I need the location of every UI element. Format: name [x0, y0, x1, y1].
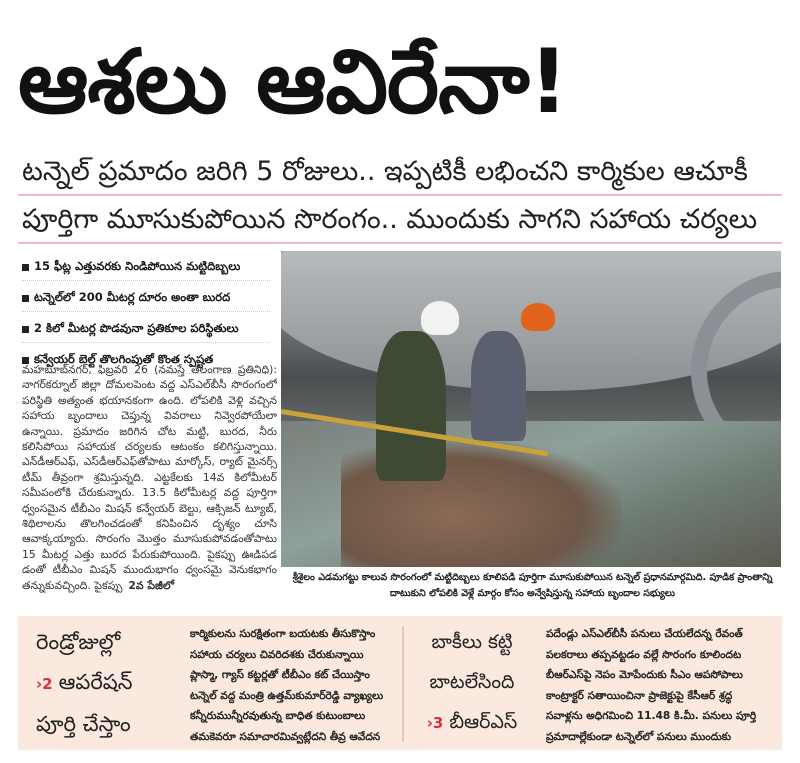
- article-text: మహబూబ్‌నగర్, ఫిబ్రవరి 26 (నమస్తే తెలంగాణ ప్రతినిధి): నాగర్‌కర్నూల్ జిల్లా దోమలపెంట వద్ద ఎస్‌ఎల్‌బీసీ సొరంగంలో పరిస్థితి అత్యంత భయానకంగా ఉంది. లోపలికి వెళ్లి వచ్చిన సహాయ బృందాలు చెప్తున్న వివరాలు నివ్వెరపోయేలా ఉన్నాయి. ప్రమాదం జరిగిన చోట మట్టి, బురద, నీరు కలిసిపోయి సహాయక చర్యలకు ఆటంకం కలిగిస్తున్నాయి. ఎన్‌డీఆర్‌ఎఫ్, ఎస్‌డీఆర్‌ఎఫ్‌తోపాటు మార్కోస్, ర్యాట్ మైనర్స్ టీమ్ తీవ్రంగా శ్రమిస్తున్నది. ఎట్టకేలకు 14వ కిలోమీటర్ సమీపంలోకి చేరుకున్నారు. 13.5 కిలోమీటర్ల వద్ద పూర్తిగా ధ్వంసమైన టీబీఎం మిషన్ కన్వేయర్ బెల్టు, ఆక్సిజన్ ట్యూబ్, శిథిలాలను తొలగించడంతో కనిపించిన దృశ్యం చూసి ఆవాక్కయ్యారు. సొరంగం మొత్తం మూసుకుపోవడంతోపాటు 15 మీటర్ల ఎత్తు బురద పేరుకుపోయింది. పైకప్పు ఊడిపడ డంతో టీబీఎం మిషన్ ముందుభాగం ధ్వంసమై వెనుకభాగం తన్నుకువచ్చింది. పైకప్పు: [22, 363, 277, 592]
- heading-line: బాకీలు కట్టి: [431, 631, 513, 653]
- related-stories-panel: [18, 616, 782, 750]
- related-story-heading-right: [416, 622, 528, 743]
- key-point: [22, 285, 270, 312]
- key-points: [22, 254, 270, 378]
- subheading-divider: [18, 242, 782, 244]
- key-point-text: 2 కిలో మీటర్ల పొడవునా ప్రతికూల పరిస్థితులు: [34, 320, 239, 335]
- related-story-points-right: [546, 624, 778, 748]
- heading-line: పూర్తి చేస్తాం: [36, 712, 131, 736]
- page-ref-link[interactable]: ›2: [36, 675, 53, 693]
- related-story-heading-left: [36, 622, 186, 744]
- heading-line: బాటలేసింది: [429, 671, 515, 693]
- white-helmet-icon: [421, 301, 459, 335]
- story-point: కార్మికులను సురక్షితంగా బయటకు తీసుకొస్తాం: [190, 628, 376, 640]
- story-point: బీఆర్‌ఎస్‌పై నెపం మోపేందుకు సీఎం ఆపసోపాలు: [546, 669, 743, 682]
- key-point-text: కన్వేయర్ బెల్ట్ తొలగింపుతో కొంత స్పష్టత: [34, 351, 214, 366]
- photo-caption: శ్రీశైలం ఎడమగట్టు కాలువ సొరంగంలో మట్టిదిబ్బలు కూలిపడి పూర్తిగా మూసుకుపోయిన టన్నెల్ ప్రధానమార్గమిది. పూడిక ప్రాంతాన్ని దాటుకుని లోపలికి వెళ్లే మార్గం కోసం అన్వేషిస్తున్న సహాయ బృందాల సభ్యులు: [292, 572, 773, 599]
- subheading-2: పూర్తిగా మూసుకుపోయిన సొరంగం.. ముందుకు సాగని సహాయ చర్యలు: [22, 204, 758, 235]
- rescue-worker: [471, 331, 526, 441]
- bullet-square-icon: [22, 326, 29, 333]
- heading-line: రెండ్రోజుల్లో: [36, 630, 121, 654]
- heading-line: ›2 ఆపరేషన్: [36, 670, 133, 694]
- page-ref-link[interactable]: ›3: [426, 714, 444, 732]
- story-point: కన్నీరుమున్నీరవుతున్న బాధిత కుటుంబాలు: [190, 710, 366, 723]
- bullet-square-icon: [22, 264, 29, 271]
- key-point-text: టన్నెల్‌లో 200 మీటర్ల దూరం అంతా బురద: [34, 289, 231, 304]
- story-point: కాంట్రాక్టర్ సతాయించినా ప్రాజెక్టుపై కేసీఆర్ శ్రద్ధ: [546, 689, 733, 702]
- story-point: పదేండ్లు ఎస్‌ఎల్‌బీసీ పనులు చేయలేదన్న రేవంత్: [546, 628, 743, 640]
- subheading-divider: [18, 194, 782, 196]
- continued-on-page-link[interactable]: 2వ పేజీలో: [128, 578, 175, 592]
- tunnel-photo: [281, 251, 781, 567]
- related-story-points-left: [190, 624, 410, 748]
- headline: ఆశలు ఆవిరేనా!: [18, 30, 568, 133]
- bullet-square-icon: [22, 295, 29, 302]
- article-body: [22, 362, 277, 602]
- heading-line: ›3 బీఆర్‌ఎస్: [426, 711, 518, 733]
- orange-helmet-icon: [521, 303, 555, 331]
- key-point: [22, 316, 270, 343]
- story-point: సవాళ్లను అధిగమించి 11.48 కి.మీ. పనులు పూర్తి: [546, 710, 757, 723]
- rescue-worker: [376, 331, 446, 481]
- key-point: [22, 254, 270, 281]
- story-point: తమకెవరూ సమాచారమివ్వట్లేదని తీవ్ర ఆవేదన: [190, 730, 381, 743]
- story-point: టన్నెల్ వద్ద మంత్రి ఉత్తమ్‌కుమార్‌రెడ్డి వ్యాఖ్యలు: [190, 689, 384, 702]
- panel-divider: [402, 626, 404, 742]
- story-point: ప్లాస్మా, గ్యాస్ కట్టర్లతో టీబీఎం కట్ చేయిస్తాం: [190, 669, 370, 682]
- key-point-text: 15 ఫీట్ల ఎత్తువరకు నిండిపోయిన మట్టిదిబ్బలు: [34, 258, 241, 273]
- story-point: ప్రమాదాల్లేకుండా టన్నెల్‌లో పనులు ముందుకు: [546, 730, 732, 743]
- story-point: పలకరాలు తప్పవట్టడం వల్లే సొరంగం కూలిందట: [546, 648, 742, 661]
- story-point: సహాయ చర్యలు చివరిదశకు చేరుకున్నాయి: [190, 648, 364, 661]
- subheading-1: టన్నెల్ ప్రమాదం జరిగి 5 రోజులు.. ఇప్పటికీ లభించని కార్మికుల ఆచూకీ: [22, 156, 748, 187]
